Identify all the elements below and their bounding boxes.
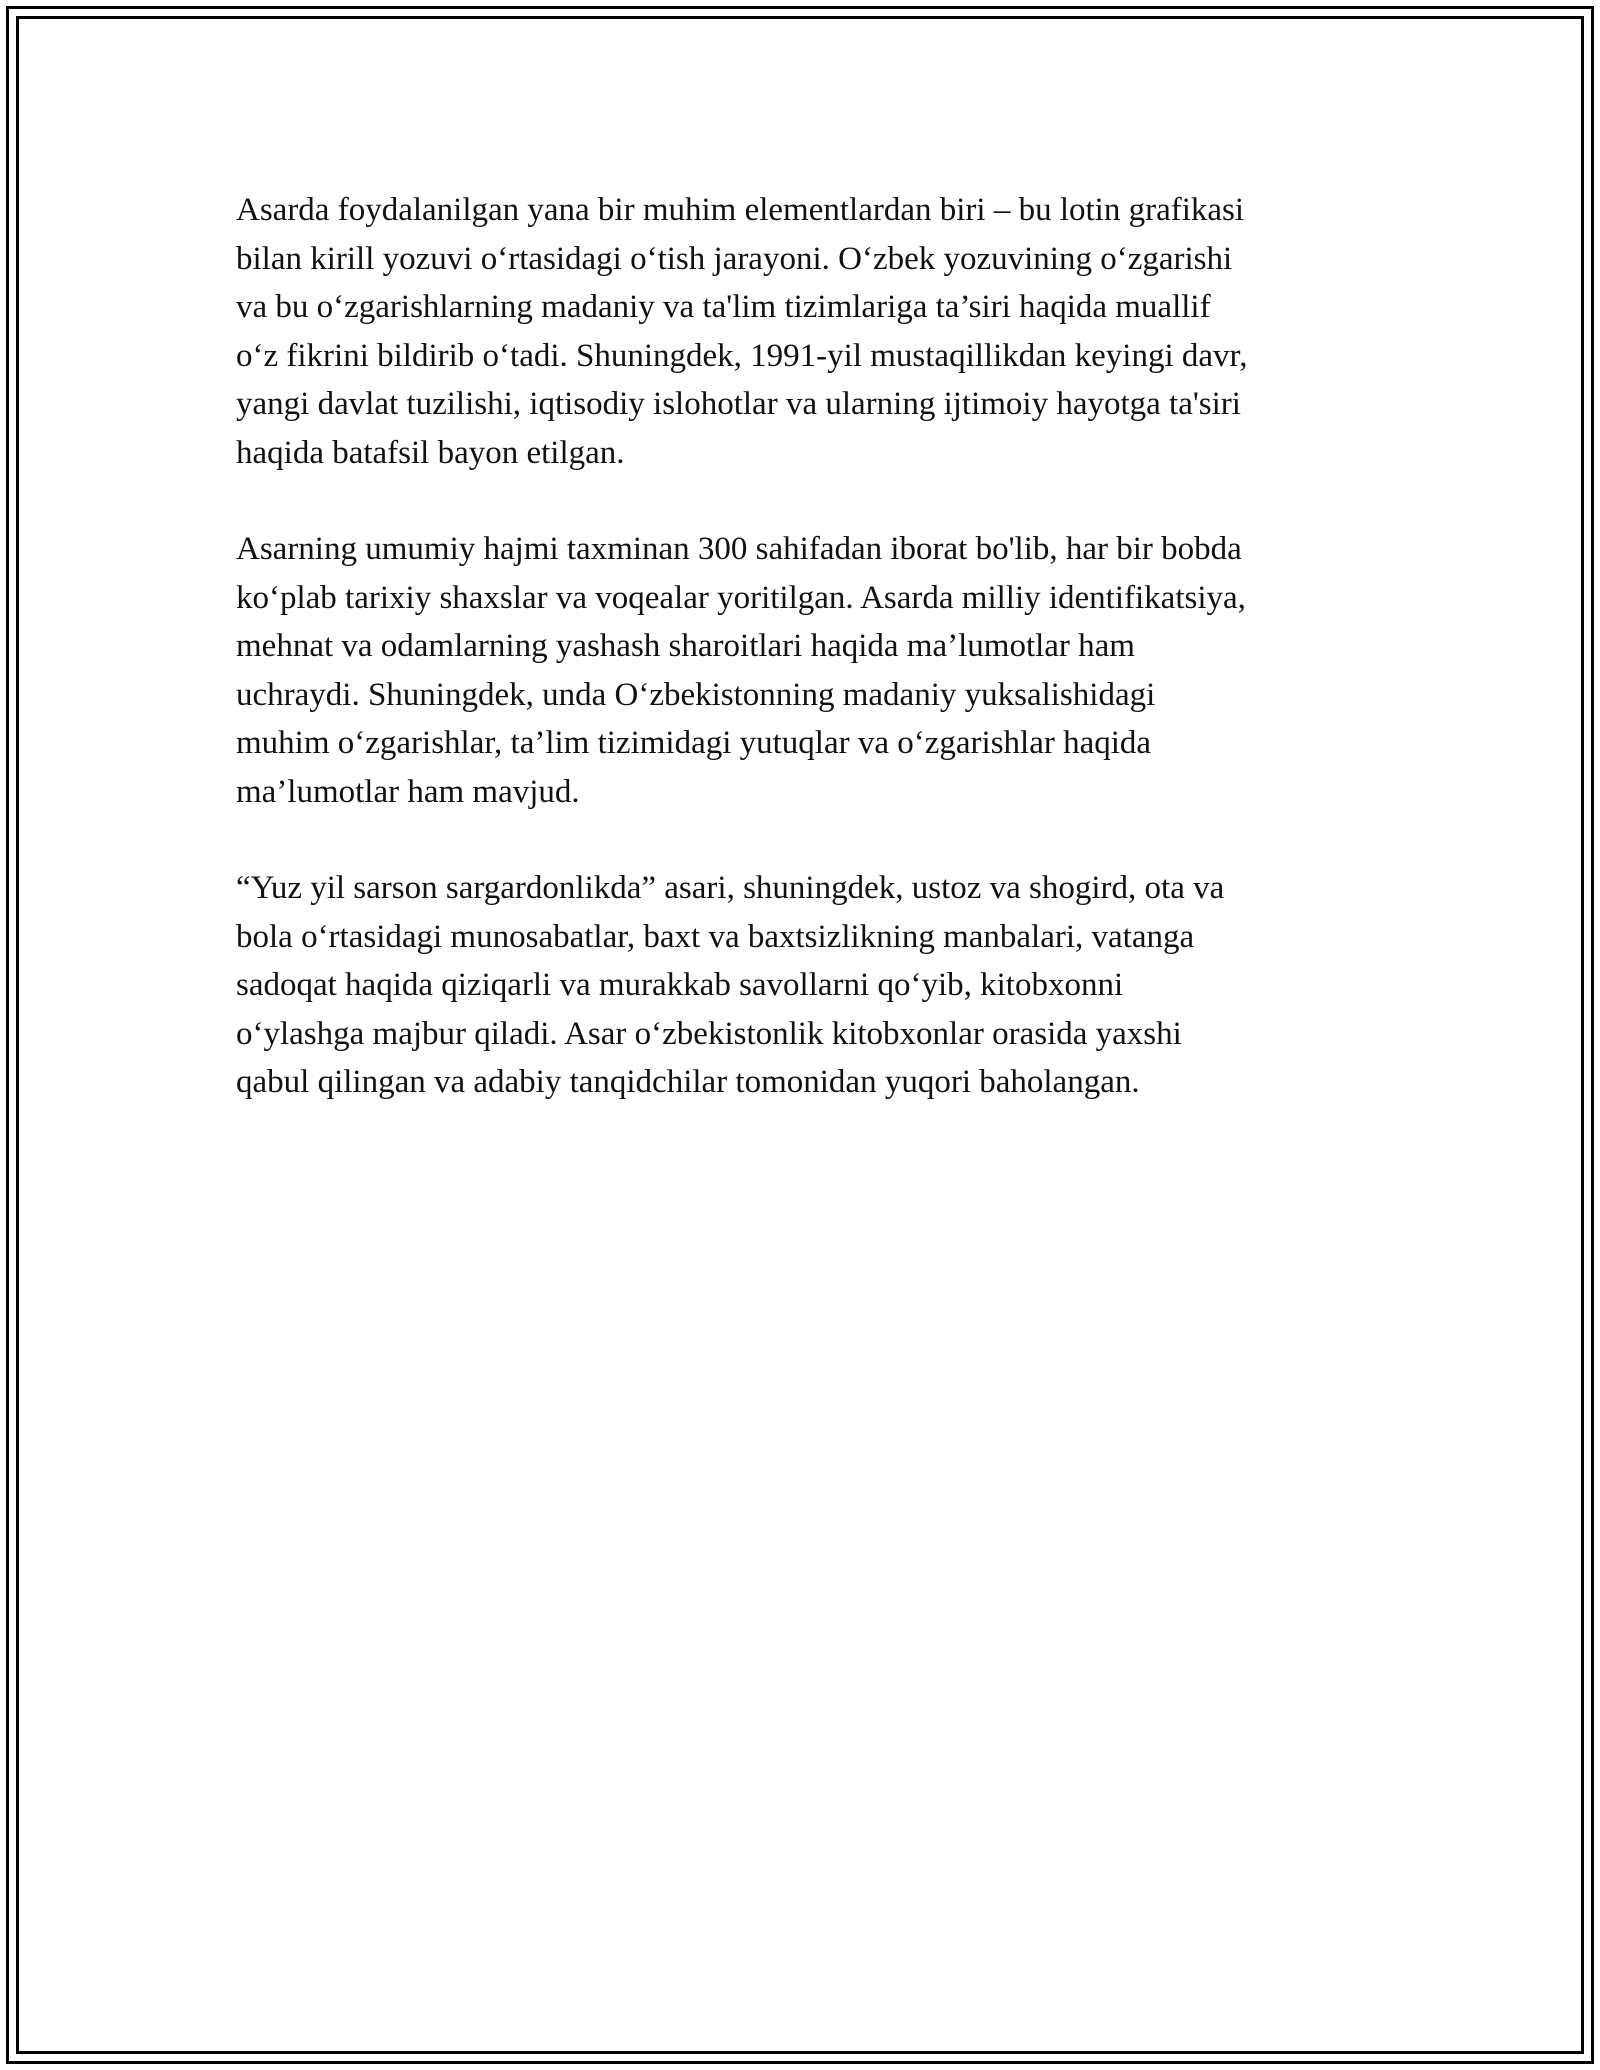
paragraph-1 — [236, 186, 1376, 477]
text-line: ko‘plab tarixiy shaxslar va voqealar yoritilgan. Asarda milliy identifikatsiya, — [236, 579, 1246, 616]
text-line: Asarda foydalanilgan yana bir muhim elementlardan biri – bu lotin grafikasi — [236, 192, 1245, 228]
text-line: bola o‘rtasidagi munosabatlar, baxt va baxtsizlikning manbalari, vatanga — [236, 918, 1195, 955]
paragraph-2 — [236, 525, 1376, 816]
paragraph-3 — [236, 864, 1376, 1107]
text-line: Asarning umumiy hajmi taxminan 300 sahifadan iborat bo'lib, har bir bobda — [236, 531, 1242, 567]
text-line: sadoqat haqida qiziqarli va murakkab savollarni qo‘yib, kitobxonni — [236, 967, 1124, 1003]
text-line: bilan kirill yozuvi o‘rtasidagi o‘tish jarayoni. O‘zbek yozuvining o‘zgarishi — [236, 240, 1233, 277]
text-line: va bu o‘zgarishlarning madaniy va ta'lim tizimlariga ta’siri haqida muallif — [236, 289, 1211, 325]
text-line: mehnat va odamlarning yashash sharoitlari haqida ma’lumotlar ham — [236, 628, 1135, 664]
text-line: uchraydi. Shuningdek, unda O‘zbekistonning madaniy yuksalishidagi — [236, 676, 1156, 713]
text-line: muhim o‘zgarishlar, ta’lim tizimidagi yutuqlar va o‘zgarishlar haqida — [236, 725, 1152, 761]
text-line: qabul qilingan va adabiy tanqidchilar tomonidan yuqori baholangan. — [236, 1064, 1140, 1100]
text-line: o‘z fikrini bildirib o‘tadi. Shuningdek, 1991-yil mustaqillikdan keyingi davr, — [236, 337, 1248, 374]
text-line: ma’lumotlar ham mavjud. — [236, 773, 580, 810]
text-line: haqida batafsil bayon etilgan. — [236, 434, 625, 471]
text-line: “Yuz yil sarson sargardonlikda” asari, shuningdek, ustoz va shogird, ota va — [236, 870, 1225, 906]
text-line: yangi davlat tuzilishi, iqtisodiy islohotlar va ularning ijtimoiy hayotga ta'siri — [236, 386, 1241, 422]
document-body — [236, 186, 1376, 1155]
text-line: o‘ylashga majbur qiladi. Asar o‘zbekistonlik kitobxonlar orasida yaxshi — [236, 1015, 1182, 1052]
